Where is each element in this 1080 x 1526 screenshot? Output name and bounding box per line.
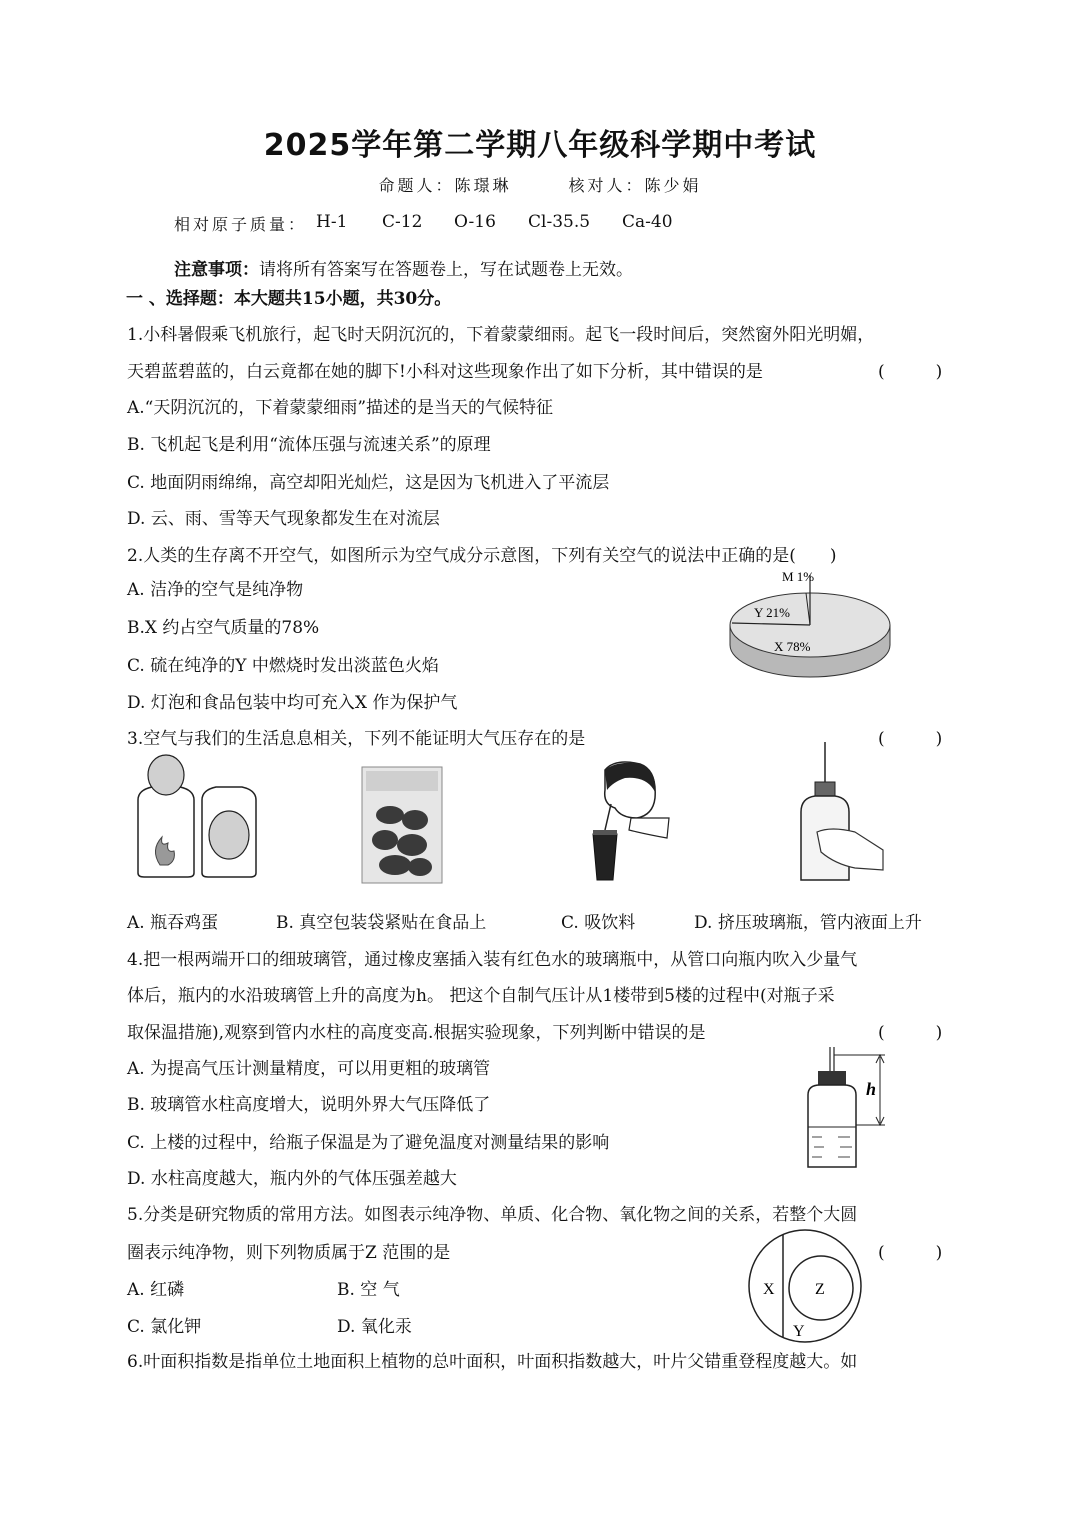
- barometer-figure: [800, 1045, 900, 1175]
- q5-stem-line1: 5.分类是研究物质的常用方法。如图表示纯净物、单质、化合物、氧化物之间的关系，若整个大圆: [127, 1205, 858, 1225]
- authors-line: 命题人：陈璟琳 核对人：陈少娟: [378, 176, 702, 195]
- q6-stem-line1: 6.叶面积指数是指单位土地面积上植物的总叶面积，叶面积指数越大，叶片父错重登程度越大。如: [127, 1352, 858, 1372]
- q5-option-b: B. 空 气: [337, 1280, 400, 1300]
- label-z: Z: [815, 1281, 825, 1298]
- atomic-mass-c: C-12: [382, 212, 423, 232]
- q2-stem: 2.人类的生存离不开空气，如图所示为空气成分示意图，下列有关空气的说法中正确的是( ): [127, 546, 837, 566]
- straw: [605, 804, 611, 830]
- q1-stem-line1: 1.小科暑假乘飞机旅行，起飞时天阴沉沉的，下着蒙蒙细雨。起飞一段时间后，突然窗外阳光明媚，: [127, 325, 875, 345]
- q4-option-d: D. 水柱高度越大，瓶内外的气体压强差越大: [127, 1169, 457, 1189]
- q4-stem-line1: 4.把一根两端开口的细玻璃管，通过橡皮塞插入装有红色水的玻璃瓶中，从管口向瓶内吹入少量气: [127, 950, 858, 970]
- bag-seal: [366, 771, 438, 791]
- boy-collar: [629, 818, 669, 838]
- q3-option-c: C. 吸饮料: [561, 913, 636, 933]
- label-x: X: [763, 1281, 775, 1298]
- drinking-figure: [585, 760, 675, 885]
- notice-label: 注意事项：: [174, 260, 259, 280]
- atomic-mass-label: 相对原子质量：: [174, 215, 308, 234]
- pie-label-x: X 78%: [774, 639, 811, 654]
- q4-option-a: A. 为提高气压计测量精度，可以用更粗的玻璃管: [127, 1059, 491, 1079]
- egg-inside-bottle: [209, 811, 249, 859]
- q2-option-b: B.X 约占空气质量的78%: [127, 618, 320, 638]
- pie-label-y: Y 21%: [754, 605, 790, 620]
- barometer-stopper: [818, 1071, 846, 1085]
- air-composition-pie: [720, 565, 900, 685]
- q1-option-d: D. 云、雨、雪等天气现象都发生在对流层: [127, 509, 440, 529]
- q5-option-a: A. 红磷: [127, 1280, 185, 1300]
- q2-option-a: A. 洁净的空气是纯净物: [127, 580, 304, 600]
- packed-food: [372, 806, 432, 876]
- q2-option-c: C. 硫在纯净的Y 中燃烧时发出淡蓝色火焰: [127, 656, 439, 676]
- pie-label-m: M 1%: [782, 569, 815, 584]
- vacuum-pack-figure: [360, 765, 445, 885]
- q3-option-b: B. 真空包装袋紧贴在食品上: [276, 913, 487, 933]
- atomic-mass-o: O-16: [454, 212, 496, 232]
- q3-answer-blank: ( ): [878, 729, 943, 749]
- label-y: Y: [793, 1323, 805, 1340]
- egg-bottle-figure: [130, 755, 265, 880]
- q4-option-c: C. 上楼的过程中，给瓶子保温是为了避免温度对测量结果的影响: [127, 1133, 610, 1153]
- q1-stem-line2: 天碧蓝碧蓝的，白云竟都在她的脚下!小科对这些现象作出了如下分析，其中错误的是: [127, 362, 763, 382]
- q5-answer-blank: ( ): [878, 1243, 943, 1263]
- atomic-mass-h: H-1: [316, 212, 348, 232]
- q3-option-a: A. 瓶吞鸡蛋: [127, 913, 219, 933]
- notice-text: 请将所有答案写在答题卷上，写在试题卷上无效。: [259, 260, 633, 280]
- q5-stem-line2: 圈表示纯净物，则下列物质属于Z 范围的是: [127, 1243, 451, 1263]
- q1-answer-blank: ( ): [878, 362, 943, 382]
- flame-icon: [155, 837, 174, 865]
- q5-option-c: C. 氯化钾: [127, 1317, 202, 1337]
- q2-option-d: D. 灯泡和食品包装中均可充入X 作为保护气: [127, 693, 458, 713]
- q4-option-b: B. 玻璃管水柱高度增大，说明外界大气压降低了: [127, 1095, 491, 1115]
- q3-option-d: D. 挤压玻璃瓶，管内液面上升: [694, 913, 922, 933]
- q1-option-b: B. 飞机起飞是利用“流体压强与流速关系”的原理: [127, 435, 491, 455]
- q4-stem-line3: 取保温措施),观察到管内水柱的高度变高.根据实验现象，下列判断中错误的是: [127, 1023, 706, 1043]
- page-title: 2025学年第二学期八年级科学期中考试: [263, 128, 817, 163]
- cup-lid: [593, 830, 617, 835]
- q1-option-c: C. 地面阴雨绵绵，高空却阳光灿烂，这是因为飞机进入了平流层: [127, 473, 610, 493]
- classification-diagram: [745, 1228, 870, 1343]
- egg-on-bottle: [148, 755, 184, 795]
- squeeze-bottle-figure: [795, 740, 885, 885]
- q1-option-a: A.“天阴沉沉的，下着蒙蒙细雨”描述的是当天的气候特征: [127, 398, 554, 418]
- section-heading: 一 、选择题：本大题共15小题，共30分。: [126, 289, 452, 309]
- q4-stem-line2: 体后，瓶内的水沿玻璃管上升的高度为h。 把这个自制气压计从1楼带到5楼的过程中(对瓶子采: [127, 986, 835, 1006]
- atomic-mass-cl: Cl-35.5: [528, 212, 591, 232]
- q4-answer-blank: ( ): [878, 1023, 943, 1043]
- h-label: h: [866, 1079, 877, 1099]
- notice-line: [174, 255, 633, 280]
- drink-cup: [593, 834, 617, 880]
- rubber-stopper: [815, 782, 835, 796]
- barometer-bottle: [808, 1085, 856, 1167]
- q5-option-d: D. 氧化汞: [337, 1317, 412, 1337]
- atomic-mass-ca: Ca-40: [622, 212, 673, 232]
- q3-stem: 3.空气与我们的生活息息相关，下列不能证明大气压存在的是: [127, 729, 586, 749]
